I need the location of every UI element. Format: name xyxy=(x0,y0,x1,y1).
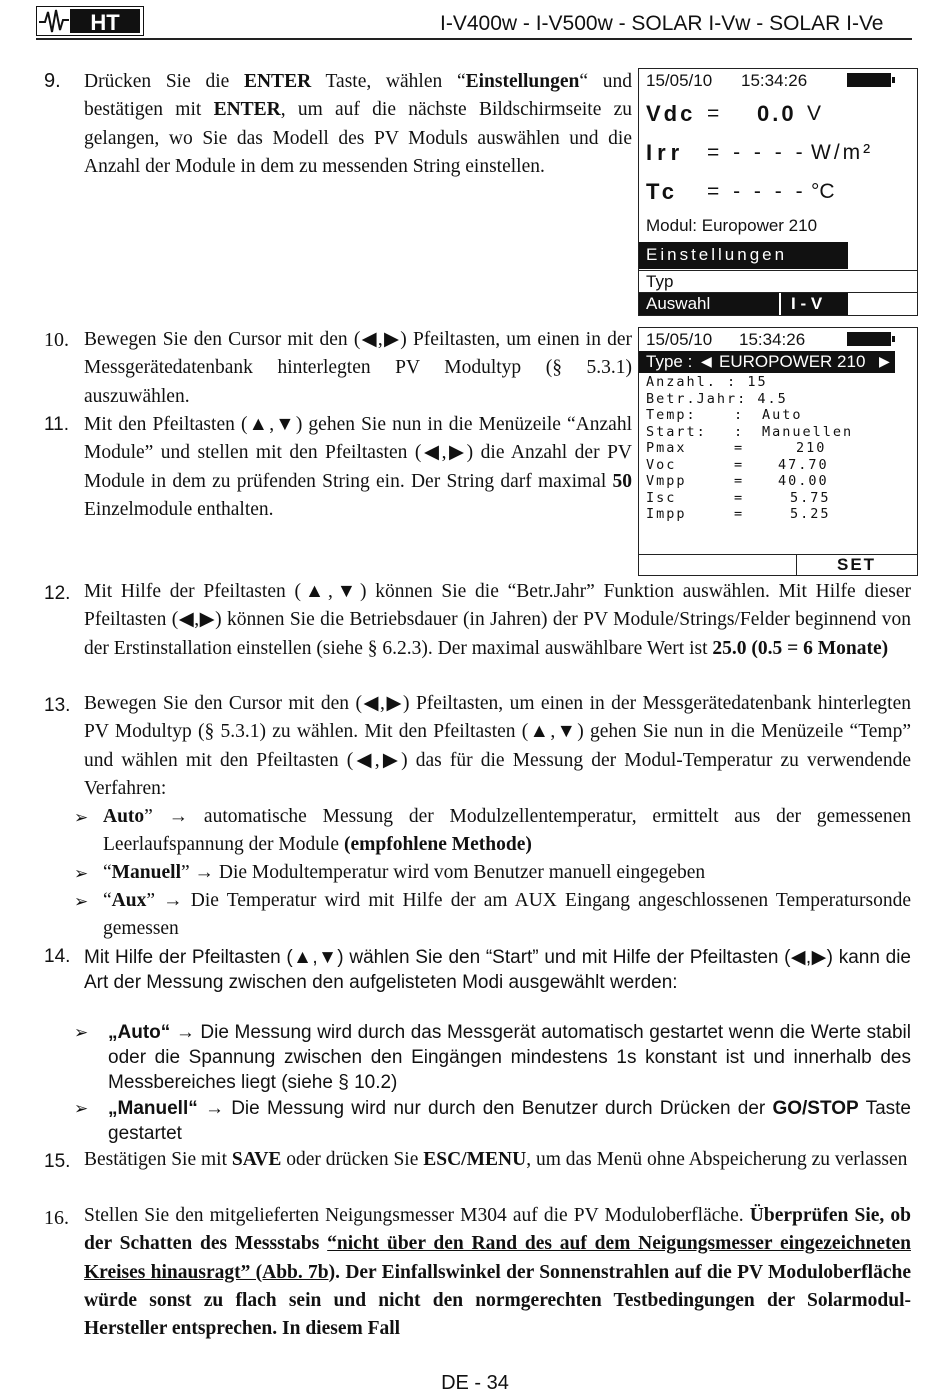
step-15-number: 15. xyxy=(44,1151,71,1172)
battery-icon xyxy=(847,73,891,87)
param-row[interactable]: Temp: : Auto xyxy=(646,407,803,423)
page-number: DE - 34 xyxy=(441,1372,509,1394)
bullet-arrow-icon: ➢ xyxy=(74,808,89,827)
param-row: Impp = 5.25 xyxy=(646,506,831,522)
header-divider xyxy=(36,38,912,40)
step-11-text: Mit den Pfeiltasten (▲,▼) gehen Sie nun in die Menüzeile “Anzahl Module” und stellen mit den Pfeiltasten (◀,▶) die Anzahl der PV Module in dem zu prüfenden String ein. Der String darf maximal 50 Einzelmodule enthalten. xyxy=(84,414,632,520)
screen2-time: 15:34:26 xyxy=(739,330,806,349)
step-13-number: 13. xyxy=(44,695,71,716)
module-name: Modul: Europower 210 xyxy=(646,216,818,235)
logo-text: HT xyxy=(90,10,120,35)
type-label: Type : xyxy=(646,352,693,371)
header-title: I-V400w - I-V500w - SOLAR I-Vw - SOLAR I-Ve xyxy=(440,12,884,35)
step-12-text: Mit Hilfe der Pfeiltasten (▲,▼) können Sie die “Betr.Jahr” Funktion auswählen. Mit Hilfe dieser Pfeiltasten (◀,▶) können Sie die Betriebsdauer (in Jahren) der PV Module/Strings/Felder beginnend von der Erstinstallation einstellen (siehe § 6.2.3). Der maximal auswählbare Wert ist 25.0 (0.5 = 6 Monate) xyxy=(84,581,911,659)
vdc-equals: = xyxy=(707,102,720,125)
step-13-bullet-aux: “Aux” → Die Temperatur wird mit Hilfe der am AUX Eingang angeschlossenen Temperatursonde gemessen xyxy=(103,890,911,940)
step-9-text: Drücken Sie die ENTER Taste, wählen “Einstellungen“ und bestätigen mit ENTER, um auf die nächste Bildschirmseite zu gelangen, wo Sie das Modell des PV Moduls auswählen und die Anzahl der Module in dem zu messenden String einstellen. xyxy=(84,71,633,177)
screen2-footer-separator xyxy=(796,554,797,575)
ht-logo xyxy=(36,6,144,36)
softkey-auswahl[interactable]: Auswahl xyxy=(639,293,779,315)
bullet-arrow-icon: ➢ xyxy=(74,892,89,911)
step-13-text: Bewegen Sie den Cursor mit den (◀,▶) Pfeiltasten, um einen in der Messgerätedatenbank hinterlegten PV Modultyp (§ 5.3.1) zu wählen. Mit den Pfeiltasten (▲,▼) gehen Sie nun in die Menüzeile “Temp” und wählen mit den Pfeiltasten (◀,▶) das für die Messung der Modul-Temperatur zu verwendende Verfahren: xyxy=(84,693,911,799)
menu-selected-bar[interactable] xyxy=(639,242,848,269)
screen1-time: 15:34:26 xyxy=(741,71,808,90)
step-15-text: Bestätigen Sie mit SAVE oder drücken Sie ESC/MENU, um das Menü ohne Abspeicherung zu verlassen xyxy=(84,1149,908,1170)
step-11-number: 11. xyxy=(44,414,70,435)
step-12-number: 12. xyxy=(44,583,71,604)
softkey-set[interactable]: SET xyxy=(837,555,877,574)
tc-value: = - - - - xyxy=(707,180,807,203)
step-14-text: Mit Hilfe der Pfeiltasten (▲,▼) wählen Sie den “Start” und mit Hilfe der Pfeiltasten (◀,▶) kann die Art der Messung zwischen den aufgelisteten Modi ausgewählt werden: xyxy=(84,947,911,993)
instrument-screen-settings xyxy=(638,68,918,316)
param-row: Vmpp = 40.00 xyxy=(646,473,829,489)
step-13-bullet-manuell: “Manuell” → Die Modultemperatur wird vom Benutzer manuell eingegeben xyxy=(103,862,706,883)
bullet-arrow-icon: ➢ xyxy=(74,1023,89,1042)
param-row: Voc = 47.70 xyxy=(646,456,829,473)
screen2-date: 15/05/10 xyxy=(646,330,713,349)
tc-unit: °C xyxy=(811,180,835,203)
screen1-divider xyxy=(639,270,917,271)
irr-value: = - - - - xyxy=(707,141,807,164)
param-row: Pmax = 210 xyxy=(646,440,827,456)
step-10-text: Bewegen Sie den Cursor mit den (◀,▶) Pfeiltasten, um einen in der Messgerätedatenbank hinterlegten PV Modultyp (§ 5.3.1) auszuwählen. xyxy=(84,329,632,407)
instrument-screen-module-setup xyxy=(638,327,918,576)
parameter-list xyxy=(646,374,854,523)
battery-icon xyxy=(847,332,891,346)
vdc-label: Vdc xyxy=(646,101,696,126)
param-row[interactable]: Anzahl. : 15 xyxy=(646,374,768,390)
tc-label: Tc xyxy=(646,179,679,204)
vdc-unit: V xyxy=(807,102,822,125)
step-16-text: Stellen Sie den mitgelieferten Neigungsmesser M304 auf die PV Moduloberfläche. Überprüfen Sie, ob der Schatten des Messstabs “nicht über den Rand des auf dem Neigungsmesser eingezeichneten Kreises hinausragt” (Abb. 7b). Der Einfallswinkel der Sonnenstrahlen auf die PV Moduloberfläche würde sonst zu flach sein und nicht den normgerechten Testbedingungen der Solarmodul-Hersteller entsprechen. In diesem Fall xyxy=(84,1205,912,1340)
step-14-bullet-manuell: „Manuell“ → Die Messung wird nur durch den Benutzer durch Drücken der GO/STOP Taste gestartet xyxy=(108,1098,911,1144)
module-type-selector[interactable] xyxy=(639,351,895,373)
step-10-number: 10. xyxy=(44,329,69,351)
bullet-arrow-icon: ➢ xyxy=(74,864,89,883)
bullet-arrow-icon: ➢ xyxy=(74,1099,89,1118)
step-14-number: 14. xyxy=(44,946,71,967)
step-9-number: 9. xyxy=(44,70,61,92)
step-14-bullet-auto: „Auto“ → Die Messung wird durch das Messgerät automatisch gestartet wenn die Werte stabil oder die Spannung zwischen den Eingängen mindestens 1s konstant ist und innerhalb des Messbereiches liegt (siehe § 10.2) xyxy=(108,1022,911,1093)
softkey-iv[interactable]: I - V xyxy=(781,293,848,315)
step-16-number: 16. xyxy=(44,1207,69,1229)
irr-unit: W/m² xyxy=(811,141,874,164)
type-value: EUROPOWER 210 xyxy=(719,352,866,371)
menu-item-einstellungen: Einstellungen xyxy=(646,245,788,264)
menu-item-typ[interactable]: Typ xyxy=(646,272,674,291)
param-row: Isc = 5.75 xyxy=(646,489,831,506)
left-arrow-icon[interactable]: ◀ xyxy=(701,353,712,369)
param-row[interactable]: Betr.Jahr: 4.5 xyxy=(646,390,788,407)
irr-label: Irr xyxy=(646,140,685,165)
right-arrow-icon[interactable]: ▶ xyxy=(879,353,890,369)
screen1-date: 15/05/10 xyxy=(646,71,713,90)
step-13-bullet-auto: Auto” → automatische Messung der Modulzellentemperatur, ermittelt aus der gemessenen Leerlaufspannung der Module (empfohlene Methode) xyxy=(103,806,911,856)
param-row[interactable]: Start: : Manuellen xyxy=(646,423,854,440)
vdc-value: 0.0 xyxy=(757,101,797,126)
